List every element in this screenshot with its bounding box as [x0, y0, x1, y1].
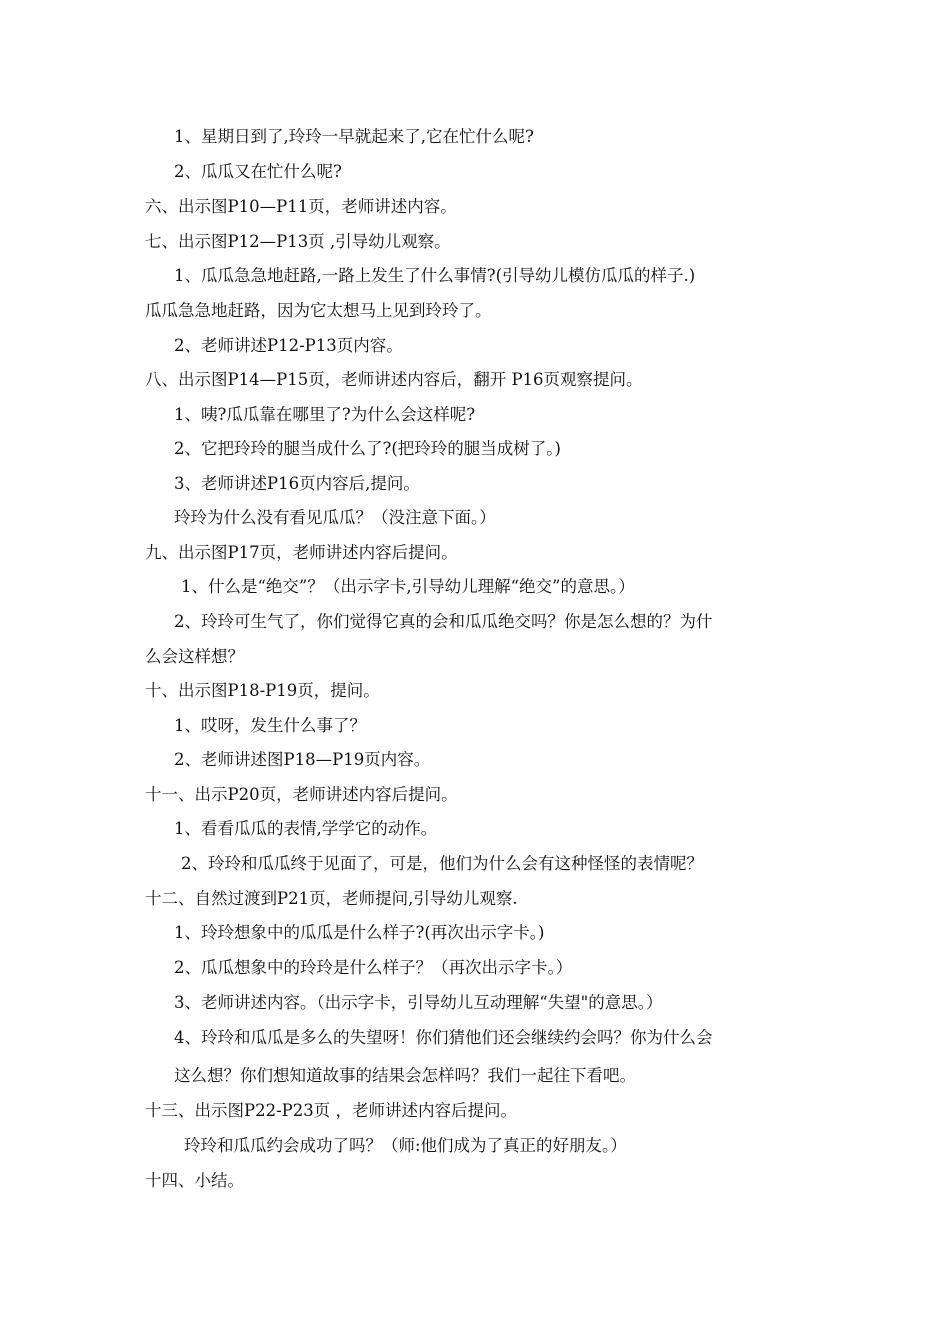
text-line-7: 2、老师讲述P12-P13页内容。: [174, 336, 403, 355]
text-line-22: 2、玲玲和瓜瓜终于见面了，可是，他们为什么会有这种怪怪的表情呢？: [181, 854, 703, 873]
text-line-27: 4、玲玲和瓜瓜是多么的失望呀！你们猜他们还会继续约会吗？你为什么会: [174, 1028, 713, 1047]
text-line-6: 瓜瓜急急地赶路，因为它太想马上见到玲玲了。: [145, 301, 492, 320]
section-heading-11: 十一、出示P20页，老师讲述内容后提问。: [145, 785, 458, 804]
text-line-19: 2、老师讲述图P18—P19页内容。: [174, 750, 431, 769]
text-line-26: 3、老师讲述内容。（出示字卡，引导幼儿互动理解“失望"的意思。）: [174, 993, 663, 1012]
section-heading-14: 十四、小结。: [145, 1171, 244, 1190]
text-line-9: 1、咦?瓜瓜靠在哪里了?为什么会这样呢?: [174, 405, 476, 424]
section-heading-13: 十三、出示图P22-P23页 ，老师讲述内容后提问。: [145, 1101, 518, 1120]
text-line-15: 2、玲玲可生气了，你们觉得它真的会和瓜瓜绝交吗？你是怎么想的？为什: [174, 612, 713, 631]
text-line-2: 2、瓜瓜又在忙什么呢?: [174, 162, 342, 181]
section-heading-6: 六、出示图P10—P11页，老师讲述内容。: [145, 197, 457, 216]
section-heading-10: 十、出示图P18-P19页，提问。: [145, 681, 380, 700]
text-line-21: 1、看看瓜瓜的表情,学学它的动作。: [174, 819, 438, 838]
section-heading-12: 十二、自然过渡到P21页，老师提问,引导幼儿观察.: [145, 889, 518, 908]
text-line-11: 3、老师讲述P16页内容后,提问。: [174, 474, 420, 493]
text-line-28: 这么想？你们想知道故事的结果会怎样吗？我们一起往下看吧。: [174, 1066, 636, 1085]
text-line-12: 玲玲为什么没有看见瓜瓜？（没注意下面。）: [174, 508, 496, 527]
text-line-30: 玲玲和瓜瓜约会成功了吗？（师:他们成为了真正的好朋友。）: [184, 1136, 627, 1155]
text-line-10: 2、它把玲玲的腿当成什么了?(把玲玲的腿当成树了。): [174, 439, 561, 458]
text-line-24: 1、玲玲想象中的瓜瓜是什么样子?(再次出示字卡。): [174, 923, 545, 942]
text-line-16: 么会这样想？: [145, 647, 244, 666]
text-line-5: 1、瓜瓜急急地赶路,一路上发生了什么事情?(引导幼儿模仿瓜瓜的样子.): [174, 266, 696, 285]
text-line-14: 1、什么是“绝交”？（出示字卡,引导幼儿理解“绝交”的意思。）: [181, 577, 635, 596]
section-heading-9: 九、出示图P17页，老师讲述内容后提问。: [145, 543, 458, 562]
text-line-1: 1、星期日到了,玲玲一早就起来了,它在忙什么呢?: [174, 127, 534, 146]
section-heading-8: 八、出示图P14—P15页，老师讲述内容后，翻开 P16页观察提问。: [145, 370, 643, 389]
text-line-25: 2、瓜瓜想象中的玲玲是什么样子？（再次出示字卡。）: [174, 958, 573, 977]
section-heading-7: 七、出示图P12—P13页 ,引导幼儿观察。: [145, 232, 451, 251]
text-line-18: 1、哎呀，发生什么事了？: [174, 716, 366, 735]
